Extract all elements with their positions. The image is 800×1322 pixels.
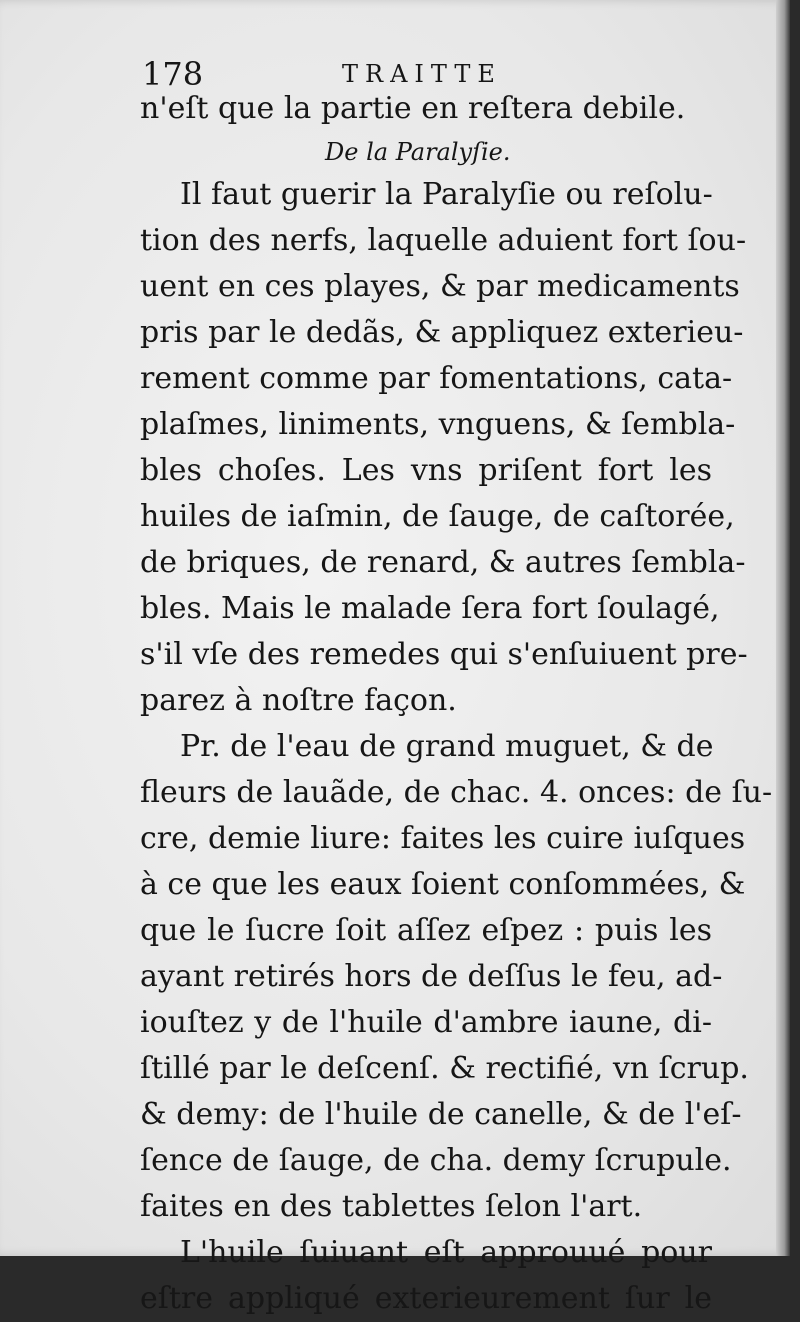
text-line: faites en des tablettes ſelon l'art. — [140, 1189, 643, 1224]
text-line: & demy: de l'huile de canelle, & de l'eſ- — [140, 1097, 742, 1132]
body-text — [140, 86, 773, 1322]
text-line: L'huile ſuiuant eſt approuué pour — [180, 1235, 712, 1270]
running-title: TRAITTE — [342, 60, 502, 88]
text-line: parez à noſtre façon. — [140, 683, 457, 718]
paragraph-recipe — [140, 724, 773, 1230]
text-line: rement comme par fomentations, cata- — [140, 361, 733, 396]
text-line: cre, demie liure: faites les cuire iuſques — [140, 821, 746, 856]
text-line: iouſtez y de l'huile d'ambre iaune, di- — [140, 1005, 712, 1040]
text-line: n'eſt que la partie en reſtera debile. — [140, 91, 686, 126]
text-line: s'il vſe des remedes qui s'enſuiuent pre- — [140, 637, 748, 672]
text-line: ſtillé par le deſcenſ. & rectifié, vn ſcrup. — [140, 1051, 749, 1086]
text-line: eſtre appliqué exterieurement ſur le — [140, 1281, 712, 1316]
text-line: bles choſes. Les vns priſent fort les — [140, 453, 712, 488]
text-line: que le ſucre ſoit aſſez eſpez : puis les — [140, 913, 712, 948]
text-line: pris par le dedãs, & appliquez exterieu- — [140, 315, 744, 350]
text-line: plaſmes, liniments, vnguens, & ſembla- — [140, 407, 736, 442]
text-line: uent en ces playes, & par medicaments — [140, 269, 740, 304]
text-line: Pr. de l'eau de grand muguet, & de — [180, 729, 714, 764]
page-number: 178 — [142, 55, 204, 93]
text-line: tion des nerfs, laquelle aduient fort ſou- — [140, 223, 747, 258]
text-line: bles. Mais le malade ſera fort ſoulagé, — [140, 591, 720, 626]
text-line: fleurs de lauãde, de chac. 4. onces: de ſu- — [140, 775, 773, 810]
paragraph-paralysie — [140, 172, 748, 724]
text-line: ſence de ſauge, de cha. demy ſcrupule. — [140, 1143, 732, 1178]
text-line: de briques, de renard, & autres ſembla- — [140, 545, 746, 580]
text-line: Il faut guerir la Paralyſie ou reſolu- — [180, 177, 713, 212]
text-line: ayant retirés hors de deſſus le feu, ad- — [140, 959, 723, 994]
text-line: huiles de iaſmin, de ſauge, de caſtorée, — [140, 499, 735, 534]
section-heading: De la Paralyſie. — [325, 138, 511, 166]
page-edge-shadow — [776, 0, 790, 1256]
text-line: à ce que les eaux ſoient conſommées, & — [140, 867, 746, 902]
paragraph-oil — [140, 1230, 712, 1322]
